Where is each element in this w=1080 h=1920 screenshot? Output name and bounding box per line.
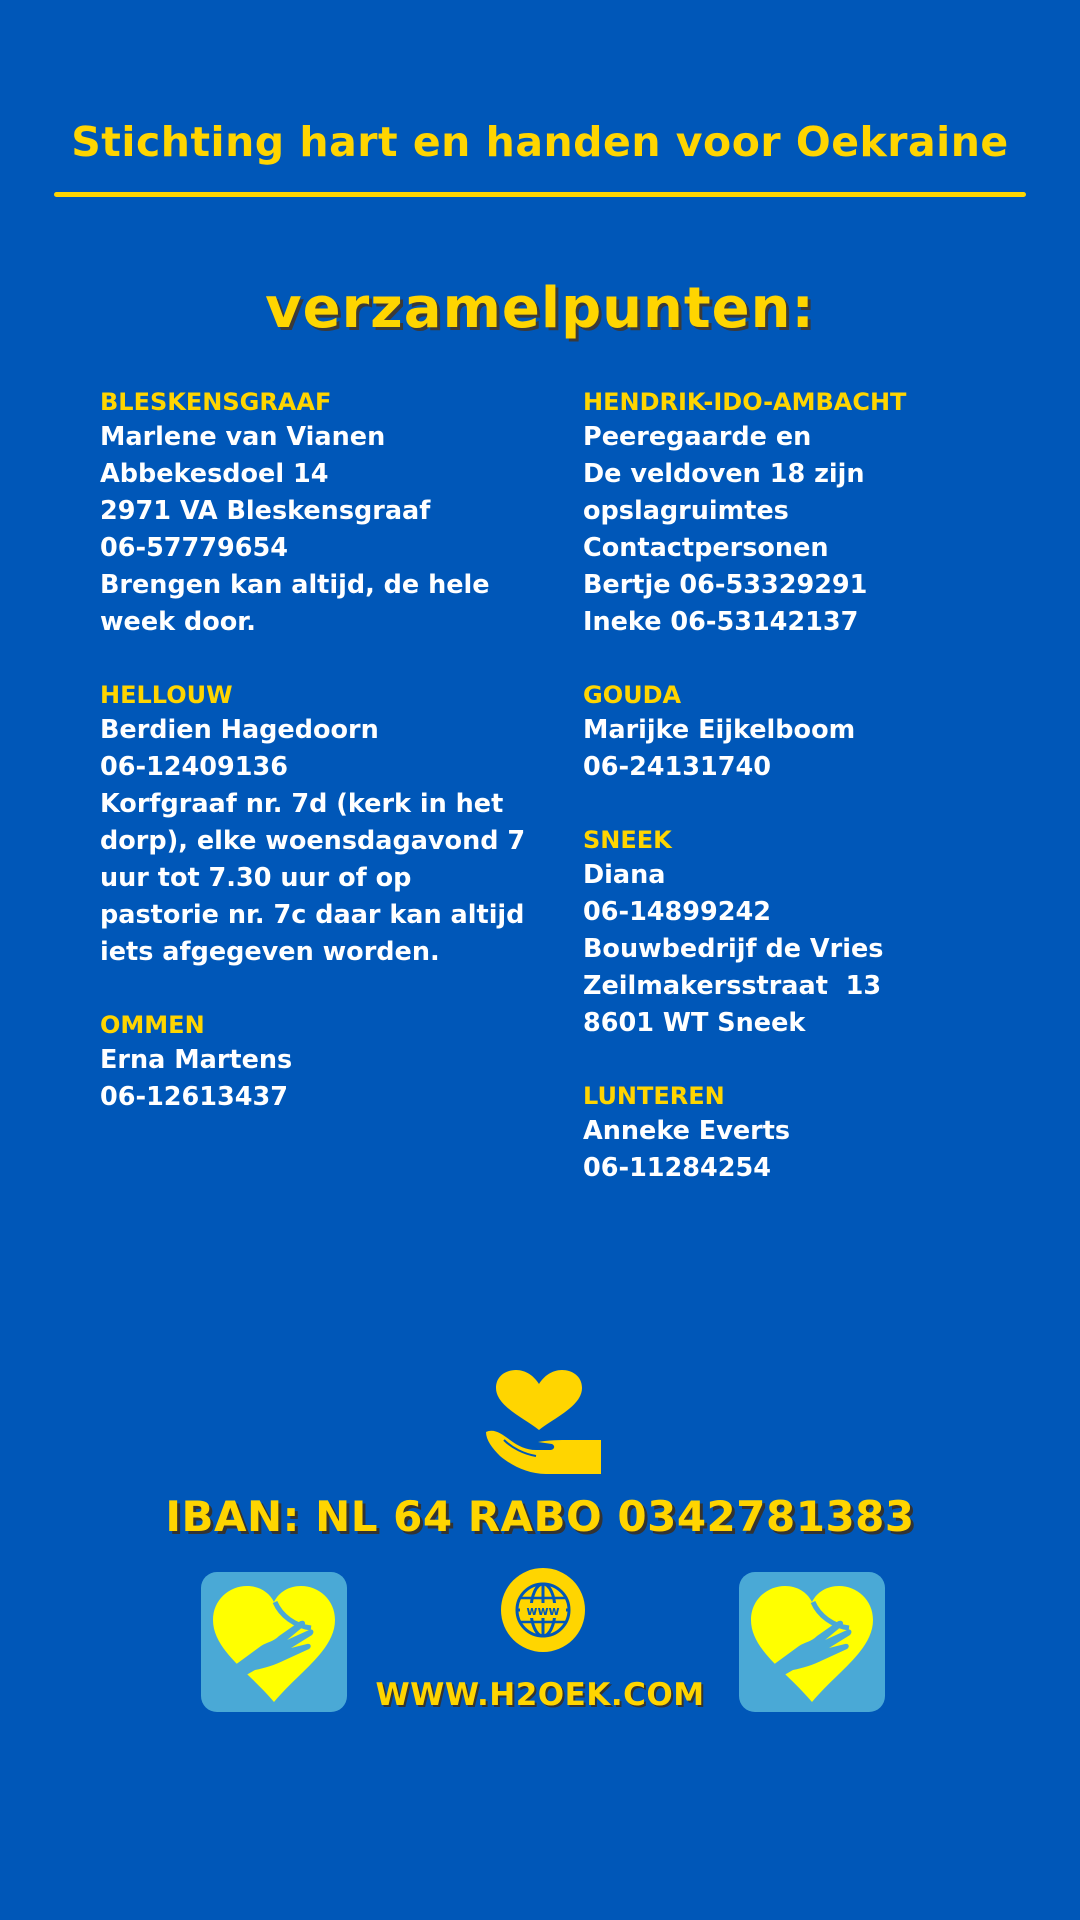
location-name: SNEEK bbox=[583, 826, 672, 854]
collection-points-heading: verzamelpunten: bbox=[265, 276, 815, 341]
location-detail: Peeregaarde en bbox=[583, 422, 812, 452]
location-name: LUNTEREN bbox=[583, 1082, 725, 1110]
left-location-column bbox=[100, 385, 560, 1153]
location-lunteren bbox=[583, 1079, 1043, 1187]
right-location-column bbox=[583, 385, 1043, 1224]
location-detail: Berdien Hagedoorn bbox=[100, 715, 379, 745]
website-link[interactable]: WWW.H2OEK.COM bbox=[375, 1677, 705, 1713]
location-phone: 06-12613437 bbox=[100, 1082, 289, 1112]
location-name: BLESKENSGRAAF bbox=[100, 388, 332, 416]
location-detail: Brengen kan altijd, de hele bbox=[100, 570, 490, 600]
location-phone: 06-24131740 bbox=[583, 752, 772, 782]
org-title: Stichting hart en handen voor Oekraine bbox=[71, 118, 1009, 166]
location-name: HELLOUW bbox=[100, 681, 233, 709]
location-detail: Abbekesdoel 14 bbox=[100, 459, 329, 489]
location-gouda bbox=[583, 678, 1043, 786]
location-bleskensgraaf bbox=[100, 385, 560, 641]
location-detail: uur tot 7.30 uur of op bbox=[100, 863, 412, 893]
location-phone: 06-57779654 bbox=[100, 533, 289, 563]
location-ommen bbox=[100, 1008, 560, 1116]
location-sneek bbox=[583, 823, 1043, 1042]
location-name: OMMEN bbox=[100, 1011, 205, 1039]
title-divider bbox=[54, 192, 1026, 197]
location-detail: 2971 VA Bleskensgraaf bbox=[100, 496, 431, 526]
location-detail: Contactpersonen bbox=[583, 533, 829, 563]
location-detail: dorp), elke woensdagavond 7 bbox=[100, 826, 526, 856]
location-hendrik-ido-ambacht bbox=[583, 385, 1043, 641]
location-detail: Korfgraaf nr. 7d (kerk in het bbox=[100, 789, 504, 819]
location-detail: Erna Martens bbox=[100, 1045, 293, 1075]
location-name: GOUDA bbox=[583, 681, 682, 709]
location-phone: 06-14899242 bbox=[583, 897, 772, 927]
location-phone: Bertje 06-53329291 bbox=[583, 570, 868, 600]
location-detail: iets afgegeven worden. bbox=[100, 937, 440, 967]
location-detail: Zeilmakersstraat 13 bbox=[583, 971, 882, 1001]
location-detail: Marlene van Vianen bbox=[100, 422, 386, 452]
globe-label: www bbox=[526, 1604, 560, 1618]
location-detail: week door. bbox=[100, 607, 256, 637]
location-hellouw bbox=[100, 678, 560, 971]
location-detail: De veldoven 18 zijn bbox=[583, 459, 865, 489]
globe-www-icon bbox=[500, 1567, 586, 1653]
location-phone: Ineke 06-53142137 bbox=[583, 607, 859, 637]
location-detail: pastorie nr. 7c daar kan altijd bbox=[100, 900, 525, 930]
location-detail: 8601 WT Sneek bbox=[583, 1008, 806, 1038]
location-phone: 06-12409136 bbox=[100, 752, 289, 782]
location-detail: Anneke Everts bbox=[583, 1116, 791, 1146]
location-detail: Bouwbedrijf de Vries bbox=[583, 934, 884, 964]
location-name: HENDRIK-IDO-AMBACHT bbox=[583, 388, 907, 416]
location-detail: Diana bbox=[583, 860, 666, 890]
heart-in-hand-icon bbox=[484, 1368, 604, 1476]
location-detail: opslagruimtes bbox=[583, 496, 789, 526]
location-detail: Marijke Eijkelboom bbox=[583, 715, 856, 745]
iban-number: IBAN: NL 64 RABO 0342781383 bbox=[165, 1492, 915, 1541]
location-phone: 06-11284254 bbox=[583, 1153, 772, 1183]
